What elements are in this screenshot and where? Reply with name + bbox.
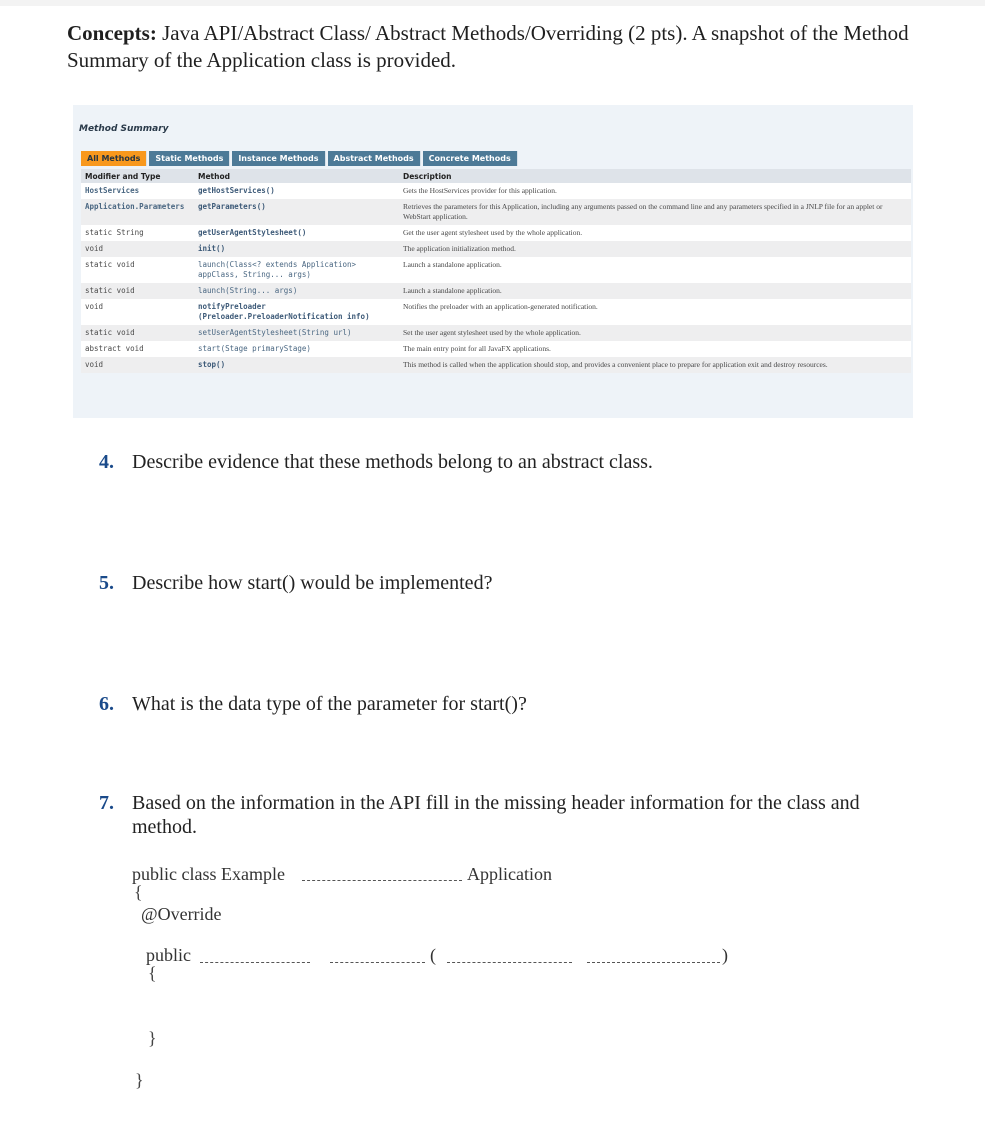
row-description: Notifies the preloader with an application-generated notification. <box>399 299 911 325</box>
tab-static-methods[interactable]: Static Methods <box>149 151 230 166</box>
row-description: Get the user agent stylesheet used by the whole application. <box>399 225 911 241</box>
class-declaration: public class Example <box>132 864 285 884</box>
table-row <box>81 357 911 373</box>
table-row <box>81 299 911 325</box>
method-table <box>81 169 911 373</box>
question-number: 6. <box>99 693 114 715</box>
row-modifier: static void <box>81 257 194 283</box>
row-method-link[interactable]: setUserAgentStylesheet(String url) <box>194 325 399 341</box>
col-modifier-type: Modifier and Type <box>81 169 194 183</box>
question-number: 4. <box>99 451 114 473</box>
tab-concrete-methods[interactable]: Concrete Methods <box>423 151 518 166</box>
intro-label: Concepts: <box>67 21 157 45</box>
row-method-link[interactable]: init() <box>198 244 226 253</box>
table-row <box>81 199 911 225</box>
method-open-brace: { <box>148 963 157 983</box>
parameter-name-blank[interactable] <box>587 962 720 963</box>
row-method-link[interactable]: notifyPreloader (Preloader.PreloaderNotification info) <box>198 302 370 321</box>
row-description: Launch a standalone application. <box>399 257 911 283</box>
page-top-edge <box>0 0 985 6</box>
tab-abstract-methods[interactable]: Abstract Methods <box>328 151 421 166</box>
method-summary-snapshot <box>73 105 913 418</box>
override-annotation: @Override <box>141 904 222 924</box>
parameter-type-blank[interactable] <box>447 962 572 963</box>
row-modifier: static void <box>81 325 194 341</box>
row-modifier: static void <box>81 283 194 299</box>
row-description: This method is called when the application should stop, and provides a convenient place to prepare for application exit and destroy resources. <box>399 357 911 373</box>
question-7 <box>99 791 889 839</box>
question-text: Based on the information in the API fill in the missing header information for the class and method. <box>132 792 860 838</box>
row-modifier: void <box>81 357 194 373</box>
class-close-brace: } <box>135 1070 144 1090</box>
question-4 <box>99 450 889 474</box>
table-row <box>81 283 911 299</box>
paren-open: ( <box>430 945 436 965</box>
row-method-link[interactable]: launch(Class<? extends Application> appClass, String... args) <box>194 257 399 283</box>
table-row <box>81 183 911 199</box>
row-modifier: void <box>81 241 194 257</box>
row-description: Launch a standalone application. <box>399 283 911 299</box>
question-text: Describe evidence that these methods belong to an abstract class. <box>132 451 653 473</box>
row-modifier[interactable]: HostServices <box>85 186 140 195</box>
row-method-link[interactable]: start(Stage primaryStage) <box>194 341 399 357</box>
row-description: The main entry point for all JavaFX applications. <box>399 341 911 357</box>
class-keyword-blank[interactable] <box>302 880 462 881</box>
table-row <box>81 257 911 283</box>
question-6 <box>99 692 889 716</box>
row-method-link[interactable]: getHostServices() <box>198 186 275 195</box>
question-text: Describe how start() would be implemented? <box>132 572 493 594</box>
question-text: What is the data type of the parameter for start()? <box>132 693 527 715</box>
table-row <box>81 325 911 341</box>
table-row <box>81 225 911 241</box>
question-5 <box>99 571 889 595</box>
method-name-blank[interactable] <box>330 962 425 963</box>
question-number: 7. <box>99 792 114 814</box>
row-method-link[interactable]: getUserAgentStylesheet() <box>198 228 307 237</box>
method-public-keyword: public <box>146 945 191 965</box>
row-method-link[interactable]: getParameters() <box>198 202 266 211</box>
table-header-row <box>81 169 911 183</box>
row-modifier: abstract void <box>81 341 194 357</box>
intro-text: Java API/Abstract Class/ Abstract Methods/Overriding (2 pts). A snapshot of the Method Summary of the Application class is provided. <box>67 21 909 72</box>
tab-all-methods[interactable]: All Methods <box>81 151 147 166</box>
row-description: The application initialization method. <box>399 241 911 257</box>
tab-instance-methods[interactable]: Instance Methods <box>232 151 325 166</box>
intro-paragraph <box>67 20 927 74</box>
method-close-brace: } <box>148 1028 157 1048</box>
row-description: Set the user agent stylesheet used by the whole application. <box>399 325 911 341</box>
row-modifier: void <box>81 299 194 325</box>
row-description: Retrieves the parameters for this Application, including any arguments passed on the command line and any parameters specified in a JNLP file for an applet or WebStart application. <box>399 199 911 225</box>
class-superclass: Application <box>467 864 552 884</box>
row-method-link[interactable]: launch(String... args) <box>194 283 399 299</box>
col-method: Method <box>194 169 399 183</box>
row-modifier[interactable]: Application.Parameters <box>85 202 185 211</box>
row-modifier: static String <box>81 225 194 241</box>
col-description: Description <box>399 169 911 183</box>
table-row <box>81 241 911 257</box>
method-modifier-blank[interactable] <box>200 962 310 963</box>
class-open-brace: { <box>134 882 143 902</box>
method-summary-heading: Method Summary <box>79 124 169 134</box>
paren-close: ) <box>722 945 728 965</box>
row-description: Gets the HostServices provider for this application. <box>399 183 911 199</box>
method-tabs <box>81 151 518 166</box>
row-method-link[interactable]: stop() <box>198 360 226 369</box>
table-row <box>81 341 911 357</box>
question-number: 5. <box>99 572 114 594</box>
